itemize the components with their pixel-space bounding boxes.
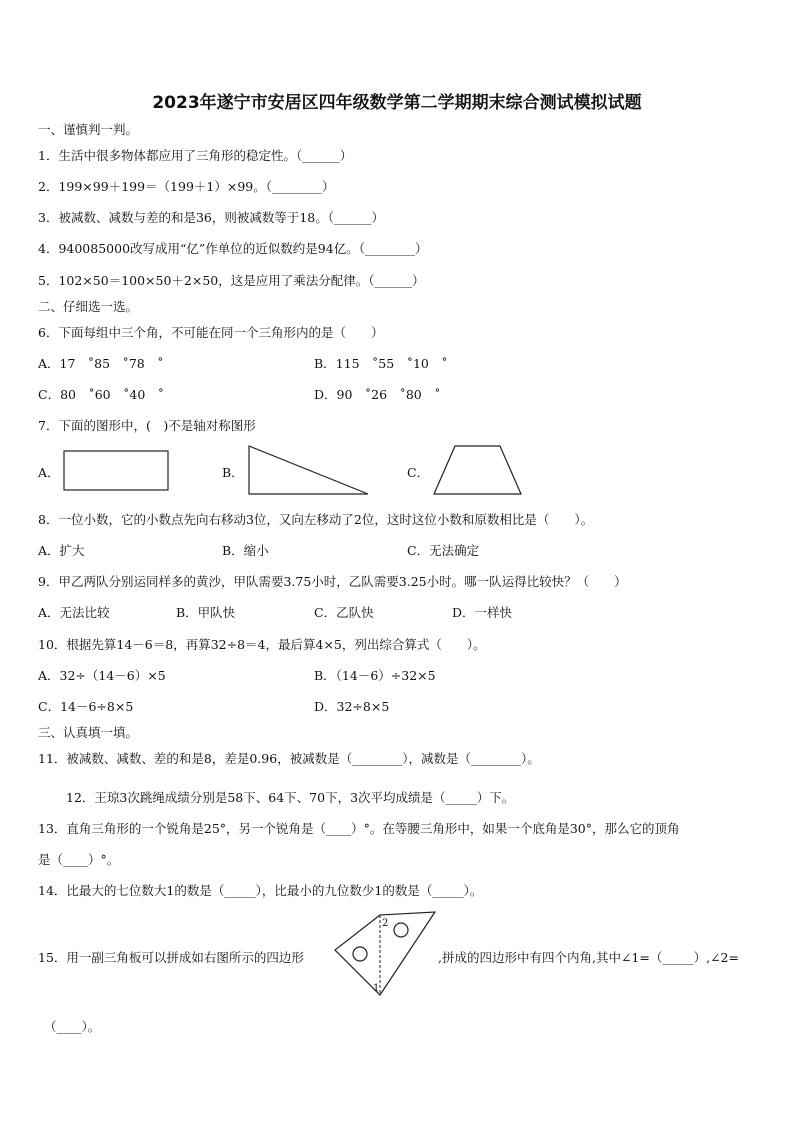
right-triangle-figure bbox=[248, 445, 372, 497]
set-square-quadrilateral-figure bbox=[330, 910, 438, 1000]
trapezoid-figure bbox=[433, 445, 525, 497]
circle-hole-left bbox=[353, 947, 367, 961]
question-7-option-b: B． bbox=[222, 465, 244, 480]
question-2: 2．199×99＋199＝（199＋1）×99。（________） bbox=[38, 179, 335, 194]
question-10-option-a: A．32÷（14－6）×5 bbox=[38, 668, 166, 683]
question-15-line-2: （____）。 bbox=[44, 1019, 101, 1034]
question-9-option-d: D．一样快 bbox=[452, 605, 513, 620]
question-7-stem: 7．下面的图形中，( )不是轴对称图形 bbox=[38, 418, 256, 433]
question-11: 11．被减数、减数、差的和是8，差是0.96，被减数是（________），减数是（________）。 bbox=[38, 751, 540, 766]
question-10-stem: 10．根据先算14－6＝8，再算32÷8＝4，最后算4×5，列出综合算式（ ）。 bbox=[38, 637, 486, 652]
question-8-option-a: A．扩大 bbox=[38, 543, 85, 558]
question-8-option-b: B．缩小 bbox=[222, 543, 269, 558]
question-7-option-c: C． bbox=[407, 465, 430, 480]
question-13-line-2: 是（____）°。 bbox=[38, 852, 120, 867]
question-10-option-b: B．（14－6）÷32×5 bbox=[314, 668, 436, 683]
question-10-option-c: C．14－6÷8×5 bbox=[38, 699, 134, 714]
question-6-option-b: B．115 ˚55 ˚10 ˚ bbox=[314, 356, 448, 371]
question-9-option-c: C．乙队快 bbox=[314, 605, 374, 620]
question-3: 3．被减数、减数与差的和是36，则被减数等于18。（______） bbox=[38, 210, 385, 225]
question-6-option-c: C．80 ˚60 ˚40 ˚ bbox=[38, 387, 165, 402]
question-4: 4．940085000改写成用“亿”作单位的近似数约是94亿。（________） bbox=[38, 241, 428, 256]
question-15-text-left: 15．用一副三角板可以拼成如右图所示的四边形 bbox=[38, 950, 304, 965]
question-7-option-a: A． bbox=[38, 465, 60, 480]
question-8-option-c: C．无法确定 bbox=[407, 543, 480, 558]
question-12: 12．王琼3次跳绳成绩分别是58下、64下、70下，3次平均成绩是（_____）下。 bbox=[66, 790, 515, 805]
question-6-option-d: D．90 ˚26 ˚80 ˚ bbox=[314, 387, 441, 402]
circle-hole-right bbox=[394, 923, 408, 937]
section-heading-2: 二、仔细选一选。 bbox=[38, 299, 139, 314]
question-14: 14．比最大的七位数大1的数是（_____），比最小的九位数少1的数是（_____）。 bbox=[38, 883, 483, 898]
section-heading-3: 三、认真填一填。 bbox=[38, 725, 139, 740]
question-10-option-d: D．32÷8×5 bbox=[314, 699, 390, 714]
question-8-stem: 8．一位小数，它的小数点先向右移动3位，又向左移动了2位，这时这位小数和原数相比是（ ）。 bbox=[38, 512, 594, 527]
question-6-stem: 6．下面每组中三个角，不可能在同一个三角形内的是（ ） bbox=[38, 325, 384, 340]
question-9-stem: 9．甲乙两队分别运同样多的黄沙，甲队需要3.75小时，乙队需要3.25小时。哪一队运得比较快？（ ） bbox=[38, 574, 627, 589]
question-9-option-a: A．无法比较 bbox=[38, 605, 110, 620]
question-5: 5．102×50＝100×50＋2×50，这是应用了乘法分配律。（______） bbox=[38, 273, 425, 288]
question-15-text-right: ,拼成的四边形中有四个内角,其中∠1=（_____）,∠2= bbox=[438, 950, 739, 965]
question-13-line-1: 13．直角三角形的一个锐角是25°，另一个锐角是（____）°。在等腰三角形中，如果一个底角是30°，那么它的顶角 bbox=[38, 821, 680, 836]
rectangle-figure bbox=[63, 450, 170, 492]
angle-1-label: 1 bbox=[373, 983, 380, 994]
section-heading-1: 一、谨慎判一判。 bbox=[38, 122, 139, 137]
angle-2-label: 2 bbox=[382, 918, 389, 929]
question-6-option-a: A．17 ˚85 ˚78 ˚ bbox=[38, 356, 164, 371]
page-title: 2023年遂宁市安居区四年级数学第二学期期末综合测试模拟试题 bbox=[152, 93, 642, 113]
question-1: 1．生活中很多物体都应用了三角形的稳定性。（______） bbox=[38, 148, 353, 163]
question-9-option-b: B．甲队快 bbox=[176, 605, 236, 620]
